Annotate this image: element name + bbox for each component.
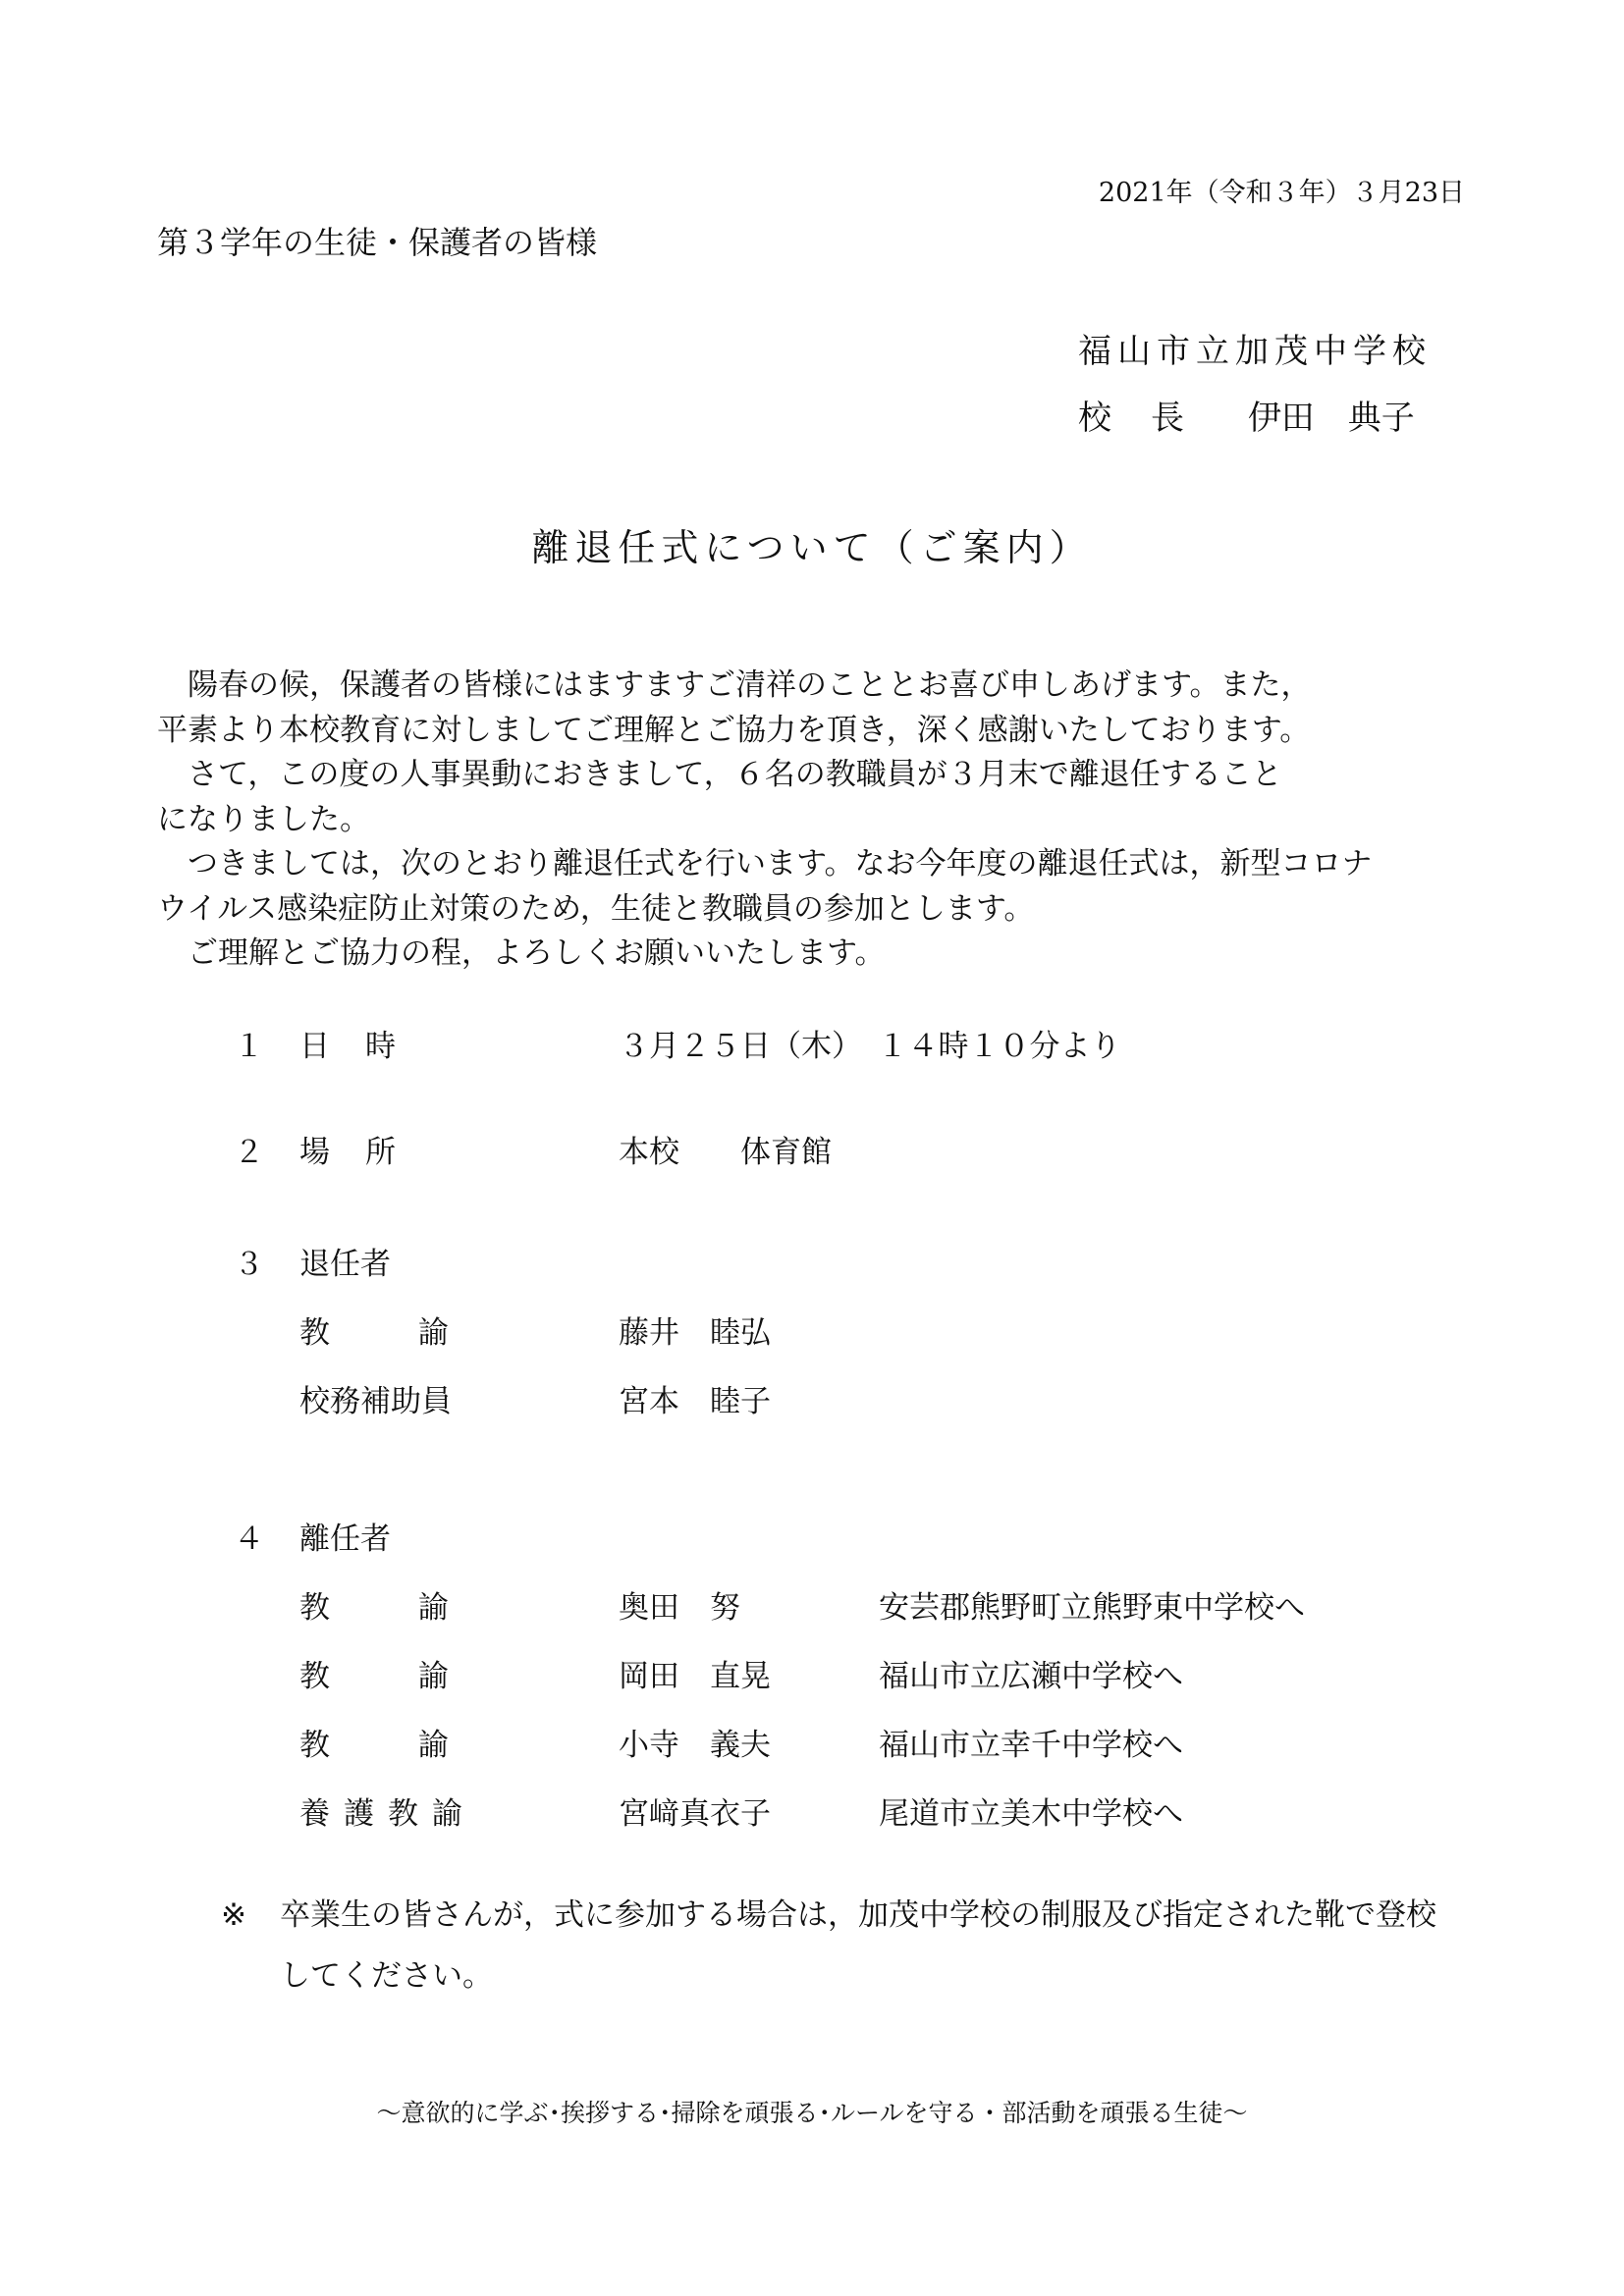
person-destination: 安芸郡熊野町立熊野東中学校へ [879, 1590, 1305, 1626]
item-label: 場所 [299, 1135, 431, 1170]
person-destination: 福山市立広瀬中学校へ [879, 1659, 1183, 1694]
body-line: さて，この度の人事異動におきまして，６名の教職員が３月末で離退任すること [157, 757, 1282, 792]
item-label: 日時 [299, 1029, 431, 1064]
person-name: 宮﨑真衣子 [619, 1796, 771, 1832]
recipient: 第３学年の生徒・保護者の皆様 [157, 224, 598, 261]
body-line: 平素より本校教育に対しましてご理解とご協力を頂き，深く感謝いたしております。 [157, 712, 1311, 748]
person-destination: 尾道市立美木中学校へ [879, 1796, 1183, 1832]
person-name: 宮本 睦子 [619, 1384, 771, 1419]
footer-motto: ～意欲的に学ぶ･挨拶する･掃除を頑張る･ルールを守る・部活動を頑張る生徒～ [376, 2099, 1248, 2127]
document-date: 2021年（令和３年）３月23日 [1098, 178, 1465, 208]
person-role: 教諭 [299, 1728, 537, 1763]
person-name: 小寺 義夫 [619, 1728, 771, 1763]
person-role: 校務補助員 [299, 1384, 452, 1419]
body-line: ご理解とご協力の程，よろしくお願いいたします。 [157, 935, 886, 971]
item-number: ２ [234, 1135, 264, 1170]
principal-role: 校長 [1078, 399, 1223, 438]
note-line: してください。 [280, 1958, 493, 1994]
person-name: 岡田 直晃 [619, 1659, 771, 1694]
note-line: 卒業生の皆さんが，式に参加する場合は，加茂中学校の制服及び指定された靴で登校 [280, 1897, 1436, 1933]
person-role: 養護教諭 [299, 1796, 476, 1832]
body-line: ウイルス感染症防止対策のため，生徒と教職員の参加とします。 [157, 890, 1035, 927]
sender-principal [1078, 391, 1415, 439]
document-title: 離退任式について（ご案内） [531, 526, 1093, 569]
body-paragraphs [157, 664, 1473, 977]
item-label: 退任者 [299, 1247, 391, 1282]
item-value: 本校 体育館 [619, 1135, 832, 1170]
body-line: つきましては，次のとおり離退任式を行います。なお今年度の離退任式は，新型コロナ [157, 846, 1373, 881]
person-destination: 福山市立幸千中学校へ [879, 1728, 1183, 1763]
item-value: ３月２５日（木） １４時１０分より [619, 1029, 1121, 1064]
principal-name: 伊田 典子 [1247, 399, 1415, 438]
item-number: １ [234, 1029, 264, 1064]
person-role: 教諭 [299, 1659, 537, 1694]
item-number: ３ [234, 1247, 264, 1282]
person-name: 奥田 努 [619, 1590, 740, 1626]
person-role: 教諭 [299, 1590, 537, 1626]
person-role: 教諭 [299, 1315, 537, 1351]
body-line: になりました。 [157, 801, 370, 837]
body-line: 陽春の候，保護者の皆様にはますますご清祥のこととお喜び申しあげます。また， [157, 667, 1312, 703]
item-label: 離任者 [299, 1522, 391, 1557]
person-name: 藤井 睦弘 [619, 1315, 771, 1351]
note-mark: ※ [221, 1897, 246, 1933]
sender-school: 福山市立加茂中学校 [1078, 332, 1432, 371]
item-number: ４ [234, 1522, 264, 1557]
